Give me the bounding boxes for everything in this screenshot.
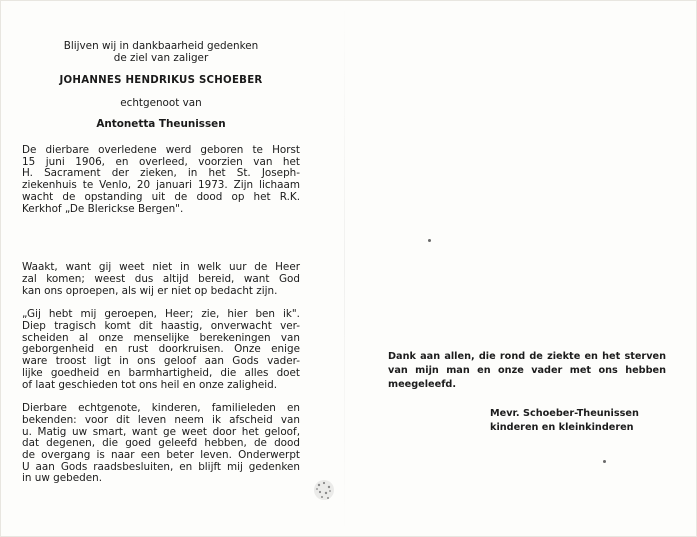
- left-panel: [22, 40, 300, 485]
- farewell-line: in uw gebeden.: [22, 472, 103, 485]
- bio-line: ziekenhuis te Venlo, 20 januari 1973. Zijn lichaam: [22, 179, 300, 192]
- remembrance-heading: [22, 40, 300, 64]
- biography-paragraph: [22, 145, 300, 215]
- farewell-paragraph: [22, 403, 300, 485]
- called-line: Diep tragisch komt dit haastig, onverwacht ver-: [22, 320, 300, 333]
- thanks-line: meegeleefd.: [388, 379, 457, 390]
- farewell-line: de overgang is naar een beter leven. Onderwerpt: [22, 449, 300, 462]
- spouse-name: Antonetta Theunissen: [96, 118, 226, 130]
- called-line: ware troost ligt in ons geloof aan Gods vader-: [22, 355, 300, 368]
- farewell-line: dat degenen, die goed geleefd hebben, de dood: [22, 437, 300, 450]
- bio-line: De dierbare overledene werd geboren te Horst: [22, 144, 300, 156]
- farewell-line: bekenden: voor dit leven neem ik afscheid van: [22, 413, 300, 426]
- signature-block: [490, 407, 660, 435]
- farewell-line: Dierbare echtgenote, kinderen, familieleden en: [22, 402, 300, 415]
- watch-line: kan ons oproepen, als wij er niet op bedacht zijn.: [22, 284, 278, 297]
- called-line: lijke goedheid en barmhartigheid, die alles doet: [22, 366, 300, 379]
- signature-line-2: kinderen en kleinkinderen: [490, 422, 634, 433]
- thanks-line: Dank aan allen, die rond de ziekte en het sterven: [388, 351, 666, 362]
- print-speck: [428, 239, 431, 242]
- watch-paragraph: [22, 262, 300, 297]
- called-line: of laat geschieden tot ons heil en onze zaligheid.: [22, 378, 278, 391]
- called-paragraph: [22, 309, 300, 391]
- farewell-line: u. Matig uw smart, want ge weet door het geloof,: [22, 425, 300, 438]
- thanks-line: van mijn man en onze vader met ons hebben: [388, 365, 666, 376]
- called-line: scheiden al onze menselijke berekeningen van: [22, 331, 300, 344]
- deceased-name: JOHANNES HENDRIKUS SCHOEBER: [59, 75, 263, 86]
- watch-line: zal komen; weest dus altijd bereid, want God: [22, 272, 300, 285]
- called-line: „Gij hebt mij geroepen, Heer; zie, hier ben ik".: [22, 308, 300, 321]
- spouse-label: echtgenoot van: [120, 97, 202, 109]
- card-fold-line: [344, 0, 345, 537]
- signature-line-1: Mevr. Schoeber-Theunissen: [490, 408, 639, 419]
- thanks-paragraph: [388, 350, 666, 392]
- heading-line-2: de ziel van zaliger: [113, 52, 209, 64]
- bio-line: 15 juni 1906, en overleed, voorzien van het: [22, 155, 300, 168]
- print-speck: [603, 460, 606, 463]
- farewell-line: U aan Gods raadsbesluiten, en blijft mij gedenken: [22, 460, 300, 473]
- heading-line-1: Blijven wij in dankbaarheid gedenken: [63, 40, 259, 52]
- called-line: geborgenheid en rust doorkruisen. Onze enige: [22, 343, 300, 356]
- bio-line: Kerkhof „De Blerickse Bergen".: [22, 202, 184, 215]
- watch-line: Waakt, want gij weet niet in welk uur de Heer: [22, 261, 300, 274]
- bio-line: H. Sacrament der zieken, in het St. Joseph-: [22, 167, 300, 180]
- print-smudge: [310, 475, 338, 505]
- bio-line: wacht de opstanding uit de dood op het R.K.: [22, 190, 300, 203]
